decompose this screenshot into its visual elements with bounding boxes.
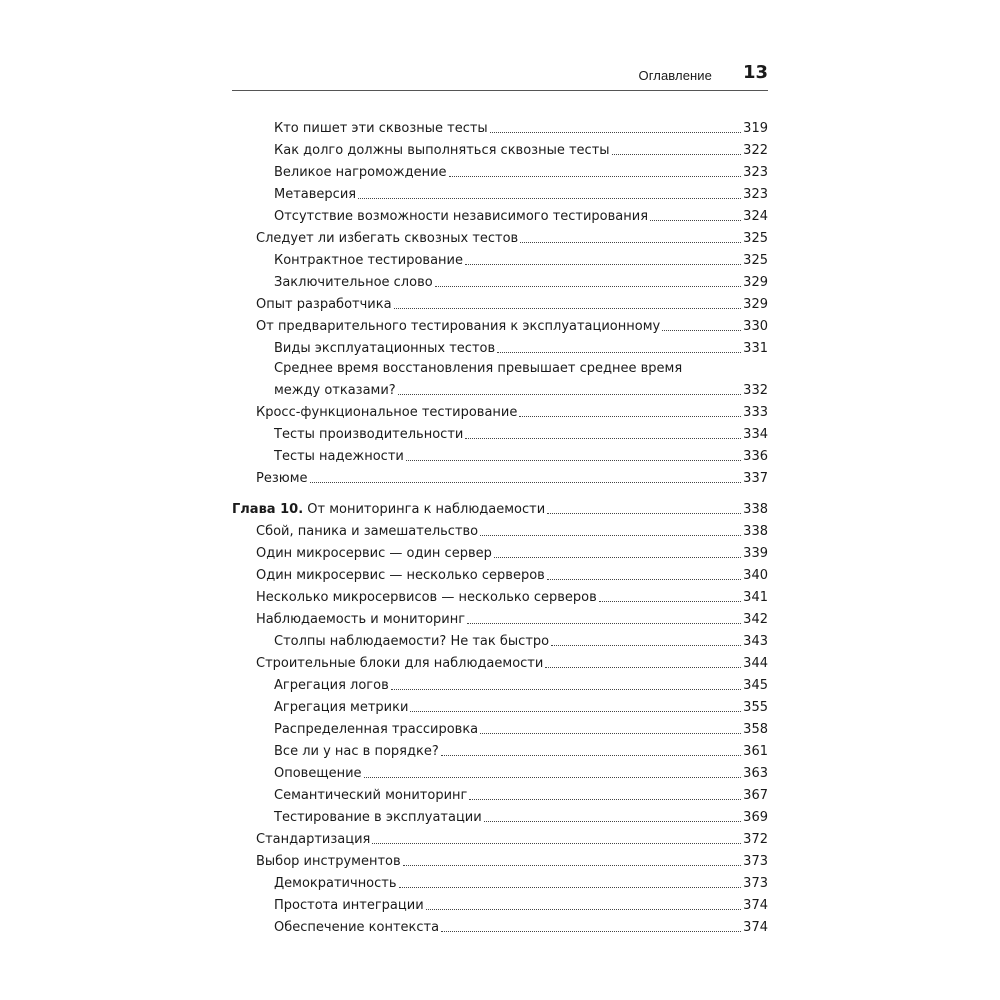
running-header	[232, 60, 768, 91]
toc-leader-dots	[449, 176, 742, 177]
toc-leader-dots	[406, 460, 741, 461]
toc-entry-title: Тесты производительности	[274, 427, 464, 442]
toc-entry[interactable]	[274, 915, 768, 936]
toc-entry-page: 341	[743, 590, 768, 605]
toc-entry[interactable]	[274, 805, 768, 826]
toc-entry-page: 332	[743, 383, 768, 398]
toc-entry[interactable]	[274, 378, 768, 399]
toc-entry-title: Строительные блоки для наблюдаемости	[256, 656, 544, 671]
toc-entry-title: Контрактное тестирование	[274, 253, 464, 268]
toc-entry[interactable]	[274, 761, 768, 782]
toc-entry[interactable]	[256, 519, 768, 540]
toc-leader-dots	[497, 352, 741, 353]
toc-entry-page: 342	[743, 612, 768, 627]
page-number: 13	[742, 62, 768, 83]
toc-leader-dots	[467, 623, 741, 624]
toc-entry-title: Распределенная трассировка	[274, 722, 479, 737]
toc-entry-title: Выбор инструментов	[256, 854, 401, 869]
toc-leader-dots	[394, 308, 742, 309]
toc-entry-page: 373	[743, 876, 768, 891]
toc-entry[interactable]	[274, 673, 768, 694]
toc-entry-page: 334	[743, 427, 768, 442]
toc-entry-title: Кросс-функциональное тестирование	[256, 405, 518, 420]
toc-entry-page: 373	[743, 854, 768, 869]
toc-entry-title: Опыт разработчика	[256, 297, 392, 312]
toc-leader-dots	[441, 931, 741, 932]
toc-entry-title-line2: между отказами?	[274, 383, 396, 398]
toc-leader-dots	[650, 220, 741, 221]
toc-chapter-title	[232, 502, 545, 518]
toc-leader-dots	[465, 438, 741, 439]
toc-entry-title: Один микросервис — несколько серверов	[256, 568, 545, 583]
toc-entry-page: 325	[743, 231, 768, 246]
toc-entry[interactable]	[274, 204, 768, 225]
running-header-title: Оглавление	[638, 68, 712, 83]
toc-entry[interactable]	[274, 717, 768, 738]
toc-entry[interactable]	[274, 270, 768, 291]
toc-leader-dots	[410, 711, 741, 712]
toc-leader-dots	[484, 821, 741, 822]
toc-leader-dots	[519, 416, 741, 417]
toc-entry-page: 322	[743, 143, 768, 158]
toc-leader-dots	[398, 394, 741, 395]
toc-entry-title: Все ли у нас в порядке?	[274, 744, 439, 759]
toc-leader-dots	[494, 557, 741, 558]
toc-entry-title: Демократичность	[274, 876, 397, 891]
toc-entry-page: 339	[743, 546, 768, 561]
toc-entry-title: Сбой, паника и замешательство	[256, 524, 479, 539]
toc-leader-dots	[662, 330, 741, 331]
toc-entry-page: 374	[743, 898, 768, 913]
toc-entry-title: Метаверсия	[274, 187, 357, 202]
toc-entry[interactable]	[256, 314, 768, 335]
toc-entry-page: 369	[743, 810, 768, 825]
toc-entry[interactable]	[274, 182, 768, 203]
book-page	[232, 60, 768, 935]
toc-leader-dots	[403, 865, 742, 866]
toc-entry[interactable]	[274, 871, 768, 892]
toc-leader-dots	[469, 799, 741, 800]
toc-entry[interactable]	[256, 400, 768, 421]
toc-entry-page: 329	[743, 297, 768, 312]
toc-entry-title: Оповещение	[274, 766, 362, 781]
toc-leader-dots	[364, 777, 742, 778]
toc-entry-title: Стандартизация	[256, 832, 371, 847]
toc-entry-page: 323	[743, 187, 768, 202]
toc-entry-page: 345	[743, 678, 768, 693]
toc-entry-page: 374	[743, 920, 768, 935]
toc-entry[interactable]	[274, 248, 768, 269]
toc-entry-page: 355	[743, 700, 768, 715]
toc-entry-title: Столпы наблюдаемости? Не так быстро	[274, 634, 550, 649]
toc-entry-title: Семантический мониторинг	[274, 788, 468, 803]
toc-entry[interactable]	[256, 541, 768, 562]
toc-entry-title: Наблюдаемость и мониторинг	[256, 612, 466, 627]
toc-entry-title: Резюме	[256, 471, 308, 486]
toc-entry-title: Отсутствие возможности независимого тестирования	[274, 209, 649, 224]
toc-entry[interactable]	[256, 226, 768, 247]
toc-leader-dots	[490, 132, 741, 133]
toc-entry[interactable]	[256, 607, 768, 628]
toc-entry[interactable]	[256, 292, 768, 313]
toc-leader-dots	[358, 198, 741, 199]
toc-entry[interactable]	[274, 422, 768, 443]
toc-entry-title: Великое нагромождение	[274, 165, 447, 180]
toc-leader-dots	[520, 242, 741, 243]
toc-entry-page: 344	[743, 656, 768, 671]
chapter-name: От мониторинга к наблюдаемости	[303, 502, 546, 517]
toc-entry-page: 338	[743, 502, 768, 517]
toc-chapter-entry[interactable]	[232, 497, 768, 518]
toc-entry-title: Агрегация логов	[274, 678, 389, 693]
toc-entry-page: 363	[743, 766, 768, 781]
toc-entry-page: 343	[743, 634, 768, 649]
toc-leader-dots	[310, 482, 742, 483]
toc-entry-title: Тестирование в эксплуатации	[274, 810, 482, 825]
toc-leader-dots	[480, 733, 741, 734]
toc-entry-title: От предварительного тестирования к эксплуатационному	[256, 319, 661, 334]
toc-leader-dots	[612, 154, 742, 155]
toc-entry[interactable]	[256, 563, 768, 584]
toc-leader-dots	[399, 887, 742, 888]
toc-entry-title: Как долго должны выполняться сквозные тесты	[274, 143, 610, 158]
toc-leader-dots	[545, 667, 741, 668]
toc-leader-dots	[547, 513, 741, 514]
toc-entry-page: 336	[743, 449, 768, 464]
toc-entry[interactable]	[256, 466, 768, 487]
toc-entry-page: 337	[743, 471, 768, 486]
toc-leader-dots	[547, 579, 741, 580]
toc-entry-page: 331	[743, 341, 768, 356]
toc-entry[interactable]	[274, 336, 768, 357]
toc-entry-page: 333	[743, 405, 768, 420]
chapter-label: Глава 10.	[232, 502, 304, 517]
toc-entry-page: 323	[743, 165, 768, 180]
toc-entry[interactable]	[256, 849, 768, 870]
toc-entry-title: Агрегация метрики	[274, 700, 409, 715]
toc-entry[interactable]	[274, 695, 768, 716]
toc-entry-title: Один микросервис — один сервер	[256, 546, 492, 561]
toc-entry[interactable]	[274, 138, 768, 159]
toc-leader-dots	[480, 535, 741, 536]
toc-entry-title: Следует ли избегать сквозных тестов	[256, 231, 519, 246]
toc-entry-title: Кто пишет эти сквозные тесты	[274, 121, 488, 136]
toc-entry-page: 319	[743, 121, 768, 136]
toc-entry-title: Виды эксплуатационных тестов	[274, 341, 496, 356]
toc-entry-page: 329	[743, 275, 768, 290]
toc-entry-page: 324	[743, 209, 768, 224]
toc-entry[interactable]	[274, 783, 768, 804]
toc-leader-dots	[441, 755, 741, 756]
toc-entry-page: 325	[743, 253, 768, 268]
toc-leader-dots	[465, 264, 741, 265]
toc-entry[interactable]	[256, 651, 768, 672]
toc-leader-dots	[372, 843, 741, 844]
toc-entry-page: 367	[743, 788, 768, 803]
toc-leader-dots	[426, 909, 742, 910]
toc-leader-dots	[599, 601, 741, 602]
toc-entry-page: 372	[743, 832, 768, 847]
toc-entry-title: Простота интеграции	[274, 898, 424, 913]
toc-entry[interactable]	[274, 116, 768, 137]
toc-entry-title: Обеспечение контекста	[274, 920, 440, 935]
toc-entry-page: 340	[743, 568, 768, 583]
toc-entry[interactable]	[274, 629, 768, 650]
toc-leader-dots	[551, 645, 741, 646]
toc-entry-title-line1: Среднее время восстановления превышает среднее время	[274, 361, 683, 376]
toc-entry-title: Заключительное слово	[274, 275, 433, 290]
toc-entry[interactable]	[274, 160, 768, 181]
toc-entry[interactable]	[256, 827, 768, 848]
toc-entry-page: 358	[743, 722, 768, 737]
toc-entry[interactable]	[274, 739, 768, 760]
toc-leader-dots	[391, 689, 741, 690]
toc-entry-title: Несколько микросервисов — несколько серверов	[256, 590, 597, 605]
toc-entry-page: 361	[743, 744, 768, 759]
toc-entry[interactable]	[256, 585, 768, 606]
toc-entry-page: 330	[743, 319, 768, 334]
toc-entry[interactable]	[274, 444, 768, 465]
toc-entry[interactable]	[274, 893, 768, 914]
toc-entry-page: 338	[743, 524, 768, 539]
toc-entry-title: Тесты надежности	[274, 449, 404, 464]
toc-leader-dots	[435, 286, 741, 287]
